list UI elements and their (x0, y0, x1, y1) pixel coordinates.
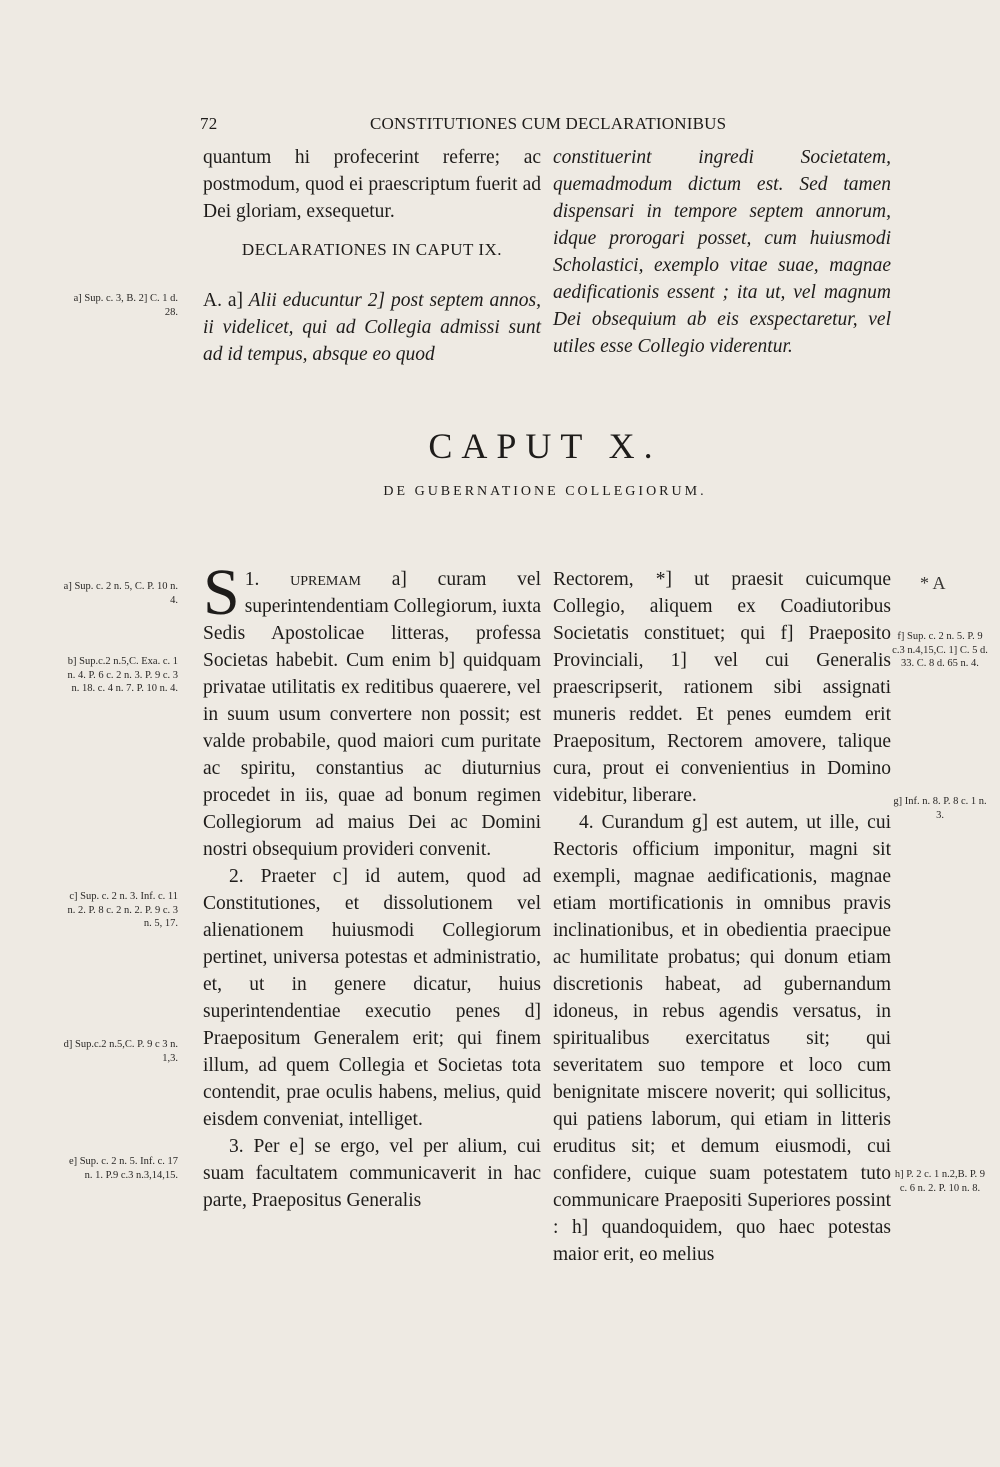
paragraph-2: 2. Praeter c] id autem, quod ad Constitutiones, et dissolutionem vel alienationem huiusmodi Collegiorum pertinet, universa potestas et administratio, et, ut in genere dicatur, huius superintendentiae executio penes d] Praepositum Generalem erit; qui finem illum, ad quem Collegia et Societas tota contendit, prae oculis habens, melius, quid eisdem conveniat, intelliget. (203, 866, 541, 1130)
margin-note-left: a] Sup. c. 2 n. 5, C. P. 10 n. 4. (63, 581, 178, 606)
drop-cap: S (203, 556, 240, 629)
paragraph-1-smallcaps: upremam (290, 569, 361, 590)
chapter-title: CAPUT X. (428, 426, 662, 466)
margin-note-right: h] P. 2 c. 1 n.2,B. P. 9 c. 6 n. 2. P. 10 n. 8. (894, 1169, 986, 1194)
top-right-column (553, 144, 891, 360)
declarations-heading: DECLARATIONES IN CAPUT IX. (241, 240, 503, 259)
margin-note-left: d] Sup.c.2 n.5,C. P. 9 c 3 n. 1,3. (63, 1039, 178, 1064)
margin-note-left: b] Sup.c.2 n.5,C. Exa. c. 1 n. 4. P. 6 c. 2 n. 3. P. 9 c. 3 n. 18. c. 4 n. 7. P. 10 n. 4. (67, 656, 178, 694)
margin-note-left: a] Sup. c. 3, B. 2] C. 1 d. 28. (73, 293, 178, 318)
margin-note-right: g] Inf. n. 8. P. 8 c. 1 n. 3. (893, 796, 987, 821)
margin-note-right: f] Sup. c. 2 n. 5. P. 9 c.3 n.4,15,C. 1] C. 5 d. 33. C. 8 d. 65 n. 4. (892, 631, 988, 669)
declarations-lead: A. a] (203, 290, 244, 311)
paragraph-3: 3. Per e] se ergo, vel per alium, cui suam facultatem communicaverit in hac parte, Praepositus Generalis (203, 1136, 541, 1211)
running-title: CONSTITUTIONES CUM DECLARATIONIBUS (370, 114, 727, 133)
marginal-asterisk-mark: * A (920, 573, 946, 593)
declarations-body: Alii educuntur 2] post septem annos, ii videlicet, qui ad Collegia admissi sunt ad id tempus, absque eo quod (203, 290, 541, 365)
paragraph-1-number: 1. (244, 569, 260, 590)
page-number: 72 (200, 114, 218, 133)
right-main-column (553, 566, 891, 1268)
left-main-column (203, 556, 541, 1214)
declarations-text (203, 287, 541, 368)
paragraph-4: 4. Curandum g] est autem, ut ille, cui Rectoris officium imponitur, magni sit exempli, magnae aedificationis, magnae etiam mortificationis in omnibus pravis inclinationibus, et in obedientia praecipue ac humilitate probatus; qui donum etiam discretionis habeat, ad gubernandum idoneus, in rebus agendis versatus, in spiritualibus exercitatus sit; qui severitatem suo tempore et loco cum benignitate miscere noverit; qui sollicitus, qui patiens laborum, qui etiam in litteris eruditus sit; et demum eiusmodi, cui confidere, cuique suam potestatem tuto communicare Praepositi Superiores possint : h] quandoquidem, quo haec potestas maior erit, eo melius (553, 812, 891, 1265)
paragraph-3-continued: Rectorem, *] ut praesit cuicumque Collegio, aliquem ex Coadiutoribus Societatis constituet; qui f] Praeposito Provinciali, 1] vel cui Generalis praescripserit, rationem sibi assignati muneris reddet. Et penes eumdem erit Praepositum, Rectorem amovere, talique cura, prout ei convenientius in Domino videbitur, liberare. (553, 569, 891, 806)
top-left-text: quantum hi profecerint referre; ac postmodum, quod ei praescriptum fuerit ad Dei gloriam, exsequetur. (203, 147, 541, 222)
chapter-subtitle: DE GUBERNATIONE COLLEGIORUM. (383, 484, 707, 499)
top-right-text: constituerint ingredi Societatem, quemadmodum dictum est. Sed tamen dispensari in tempore septem annorum, idque prorogari posset, cum huiusmodi Scholastici, exemplo vitae suae, magnae aedificationis essent ; ita ut, vel magnum Dei obsequium ab eis exspectaretur, vel utiles esse Collegio viderentur. (553, 147, 891, 357)
margin-note-left: e] Sup. c. 2 n. 5. Inf. c. 17 n. 1. P.9 c.3 n.3,14,15. (68, 1156, 178, 1181)
margin-note-left: c] Sup. c. 2 n. 3. Inf. c. 11 n. 2. P. 8 c. 2 n. 2. P. 9 c. 3 n. 5, 17. (67, 891, 178, 929)
paragraph-1-text: a] curam vel superintendentiam Collegiorum, iuxta Sedis Apostolicae litteras, professa Societas habebit. Cum enim b] quidquam privatae utilitatis ex reditibus quaerere, vel in suum usum convertere non possit; est valde probabile, quod maiori cum puritate ac spiritu, constantius ac diuturnius procedet in iis, quae ad bonum regimen Collegiorum ad maius Dei ac Domini nostri obsequium provideri convenit. (203, 569, 541, 860)
paragraph-1 (203, 556, 541, 863)
top-left-column (203, 144, 541, 225)
